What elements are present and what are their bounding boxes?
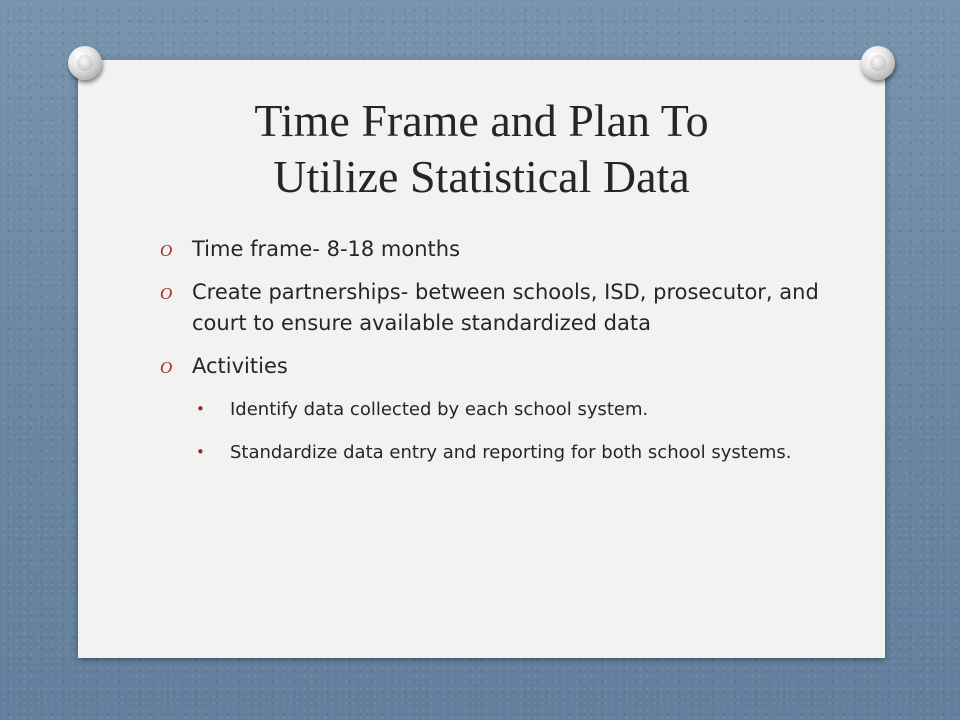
- bullet-marker-icon: O: [160, 284, 173, 303]
- bullet-list: [160, 234, 820, 481]
- bullet-text: Time frame- 8-18 months: [192, 237, 461, 261]
- title-line-1: Time Frame and Plan To: [254, 95, 709, 146]
- sub-bullet-identify-data: [192, 395, 820, 424]
- bullet-text: Activities: [192, 354, 288, 378]
- pushpin-icon: [861, 46, 895, 80]
- bullet-text: Create partnerships- between schools, ISD, prosecutor, and court to ensure available standardized data: [192, 280, 819, 335]
- bullet-time-frame: [160, 234, 820, 265]
- sub-bullet-text: Identify data collected by each school system.: [230, 399, 649, 420]
- title-line-2: Utilize Statistical Data: [273, 151, 690, 202]
- sub-bullet-dot-icon: •: [196, 400, 205, 418]
- pushpin-icon: [68, 46, 102, 80]
- bullet-marker-icon: O: [160, 241, 173, 260]
- sub-bullet-standardize: [192, 438, 820, 467]
- slide-title: [78, 93, 885, 205]
- bullet-partnerships: [160, 277, 820, 339]
- sub-bullet-text: Standardize data entry and reporting for both school systems.: [230, 442, 792, 463]
- sub-bullet-dot-icon: •: [196, 443, 205, 461]
- bullet-marker-icon: O: [160, 358, 173, 377]
- sub-bullet-list: [192, 395, 820, 467]
- bullet-activities: [160, 351, 820, 467]
